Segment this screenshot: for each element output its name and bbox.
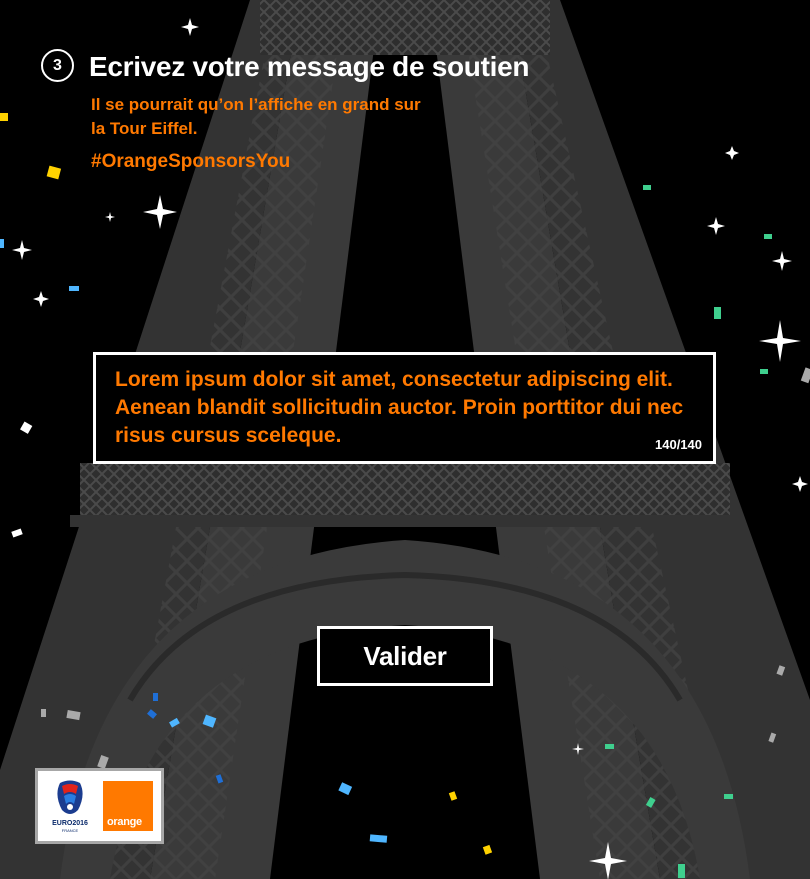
euro2016-label: EURO2016 xyxy=(52,820,88,827)
orange-logo xyxy=(103,781,153,831)
page-subtitle: Il se pourrait qu’on l’affiche en grand sur la Tour Eiffel. xyxy=(91,95,421,138)
euro2016-trophy-icon xyxy=(50,780,90,820)
validate-button[interactable]: Valider xyxy=(317,626,493,686)
page-title: Ecrivez votre message de soutien xyxy=(89,51,530,82)
message-text[interactable]: Lorem ipsum dolor sit amet, consectetur adipiscing elit. Aenean blandit sollicitudin auctor. Proin porttitor dui nec risus cursus sceleque. xyxy=(115,368,684,447)
orange-logo-text: orange xyxy=(107,816,142,828)
sponsor-logos xyxy=(35,768,164,844)
step-number-badge: 3 xyxy=(41,49,74,82)
euro2016-logo xyxy=(50,780,90,835)
euro2016-sublabel: FRANCE xyxy=(61,828,79,833)
character-counter: 140/140 xyxy=(655,437,702,452)
message-textarea[interactable] xyxy=(93,352,716,464)
hashtag-text: #OrangeSponsorsYou xyxy=(91,151,291,172)
